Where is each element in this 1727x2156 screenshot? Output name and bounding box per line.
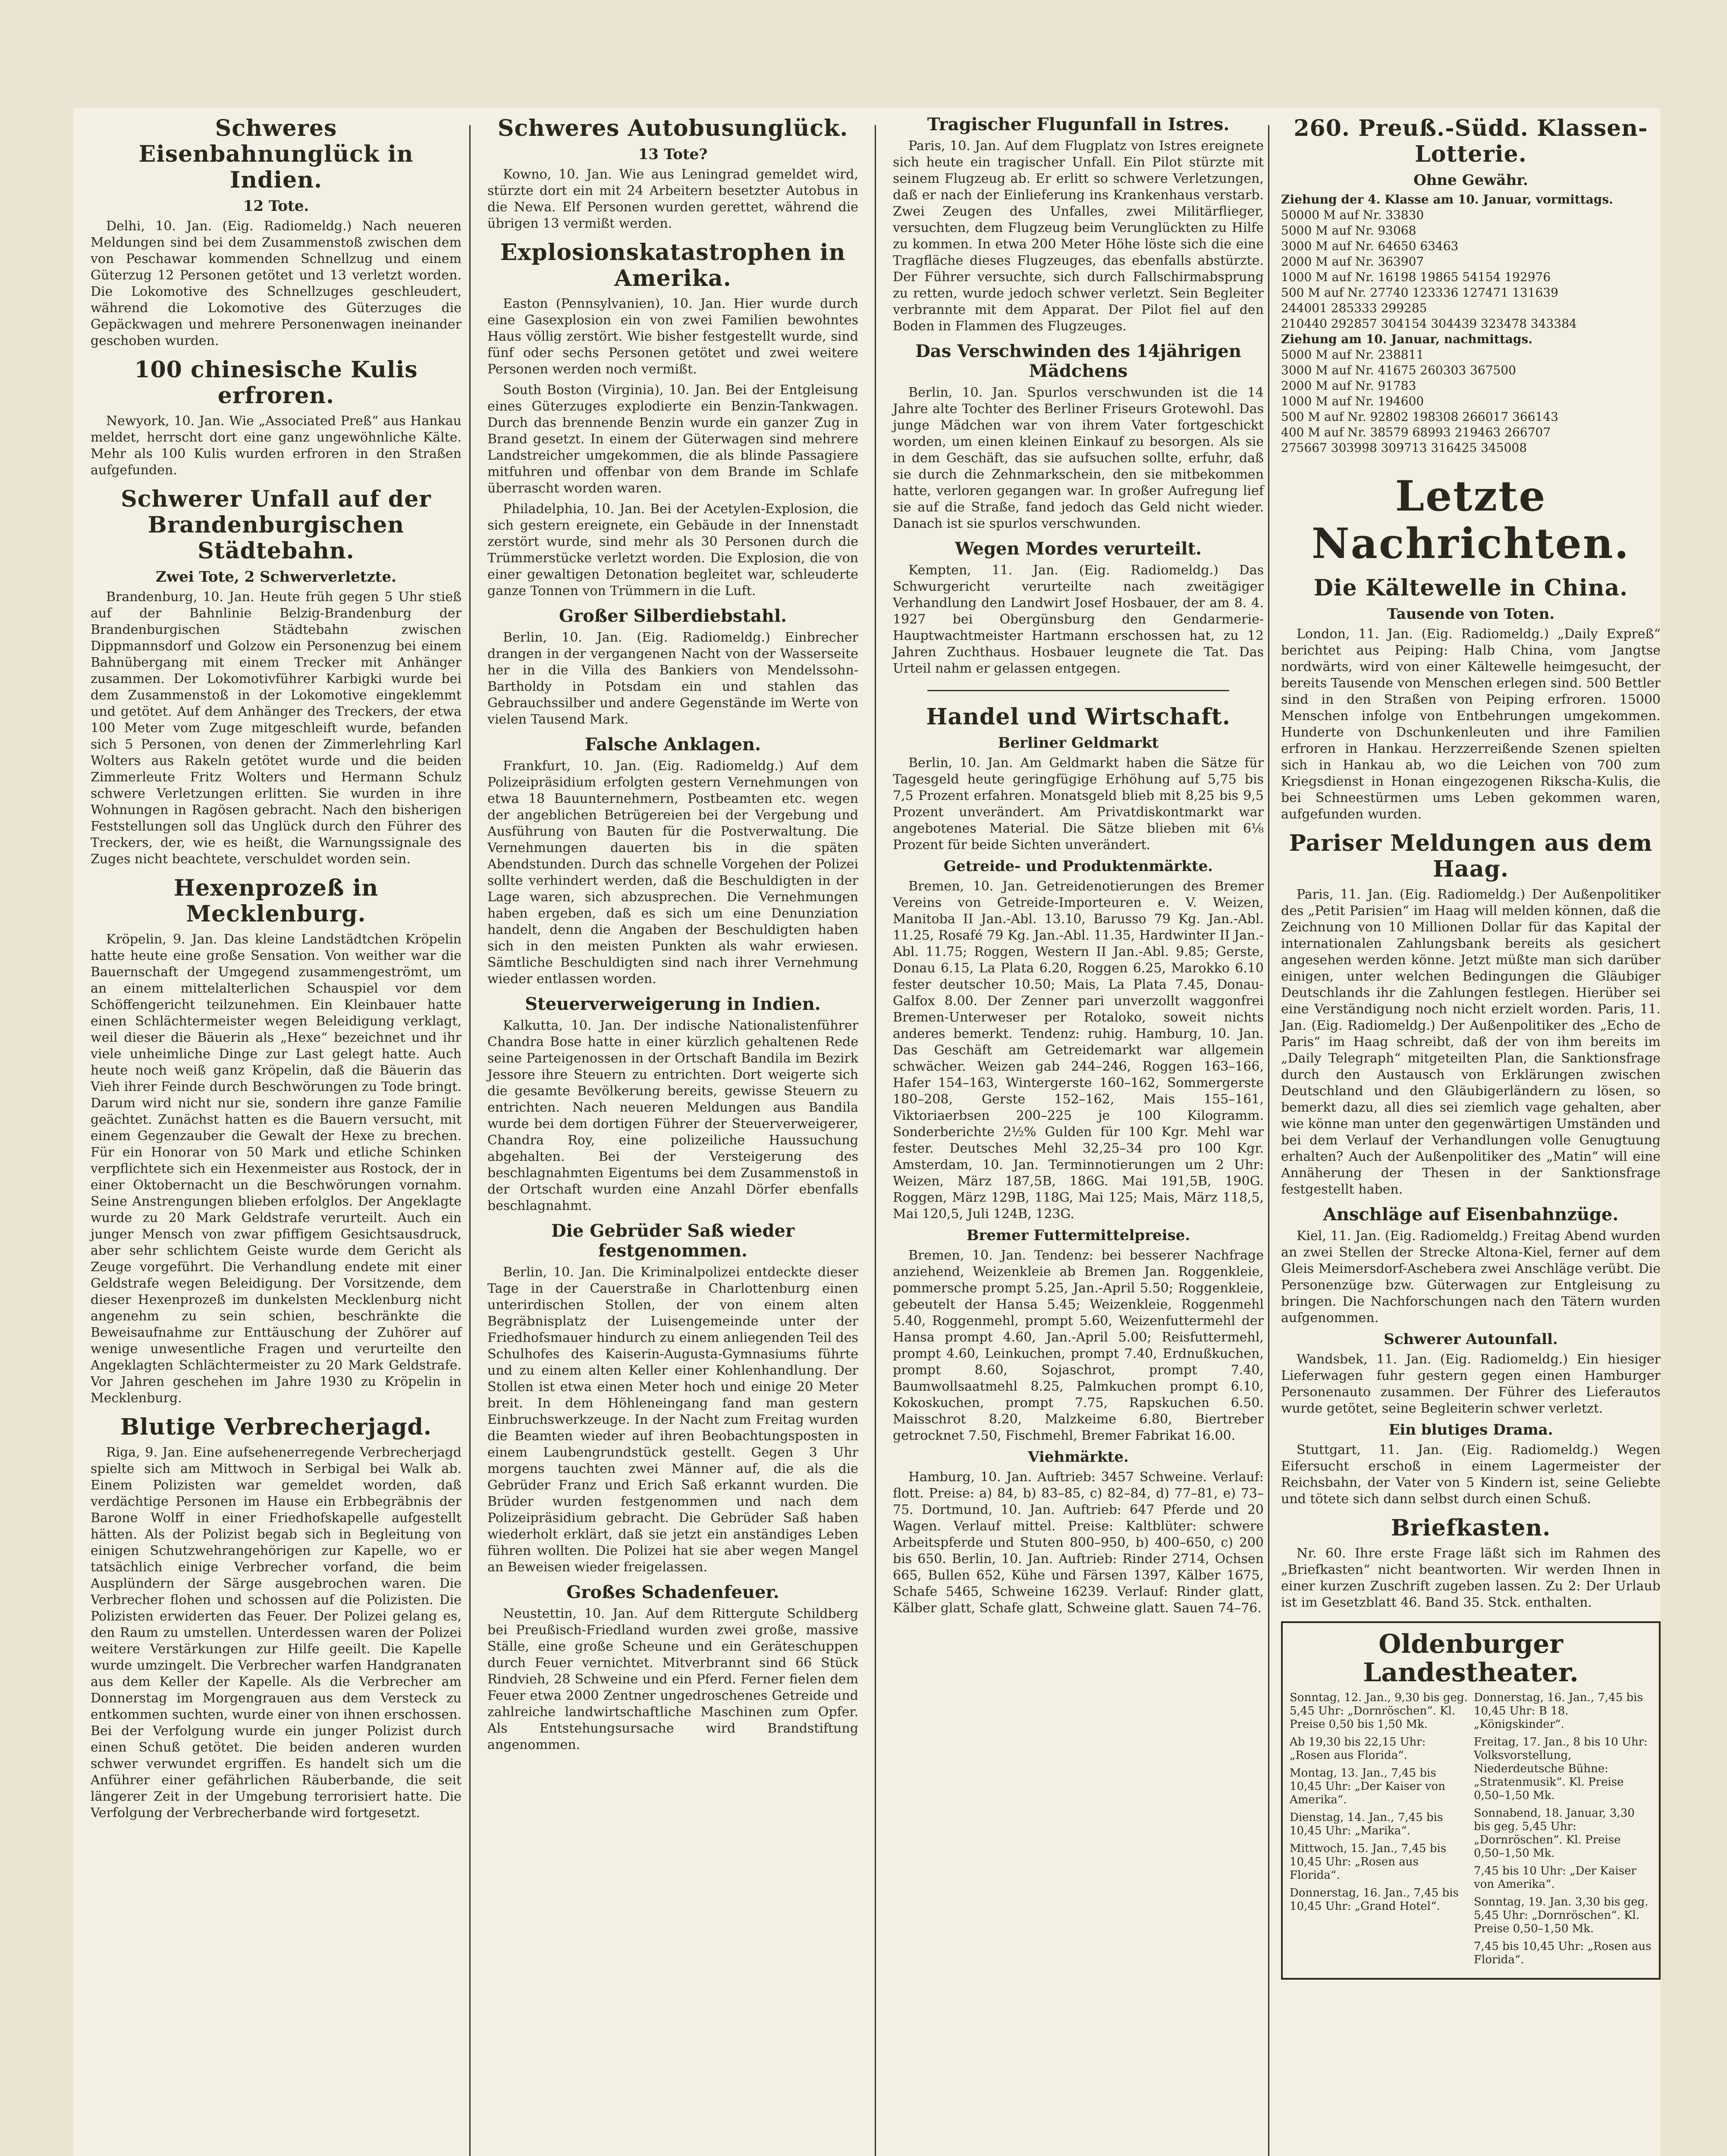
lottery-row: 500 M auf Nr. 27740 123336 127471 131639 xyxy=(1281,285,1558,300)
section-divider xyxy=(927,690,1229,691)
schedule-entry: Sonntag, 12. Jan., 9,30 bis geg. 5,45 Uhr: „Dornröschen“. Kl. Preise 0,50 bis 1,50 Mk. xyxy=(1290,1691,1468,1731)
lottery-row: 3000 M auf Nr. 64650 63463 xyxy=(1281,239,1459,253)
article-text: Paris, 11. Jan. (Eig. Radiomeldg.) Der Außenpolitiker des „Petit Parisien“ im Haag will melden können, daß die Zeichnung von 10 Millionen Dollar für das Kapital der internationalen Zahlungsbank bereits als gesichert angesehen werden könne. Jetzt müßte man sich darüber einigen, unter welchen Bedingungen die Gläubiger Deutschlands ihr die Zahlungen festlegen. Hierüber sei eine Verständigung noch nicht erzielt worden. Paris, 11. Jan. (Eig. Radiomeldg.) Der Außenpolitiker des „Echo de Paris“ im Haag schreibt, daß der von ihm bereits im „Daily Telegraph“ mitgeteilten Plan, die Sanktionsfrage durch den Austausch von Erklärungen zwischen Deutschland und den Gläubigerländern zu lösen, so bemerkt dazu, all dies sei ziemlich vage gehalten, aber wie könne man unter den gegenwärtigen Umständen und bei dem Verlauf der Verhandlungen volle Genugtuung erhalten? Auch der Außenpolitiker des „Matin“ will eine Annäherung der Thesen in der Sanktionsfrage festgestellt haben. xyxy=(1281,887,1661,1197)
subheadline: Tausende von Toten. xyxy=(1387,605,1555,623)
lottery-row: 5000 M auf Nr. 93068 xyxy=(1281,223,1416,238)
lottery-heading: Ziehung der 4. Klasse am 10. Januar, vormittags. xyxy=(1281,192,1613,207)
lottery-row: 500 M auf Nr. 92802 198308 266017 366143 xyxy=(1281,410,1558,424)
headline: Pariser Meldungen aus dem Haag. xyxy=(1289,830,1653,882)
subheadline: Berliner Geldmarkt xyxy=(998,734,1159,752)
lottery-row: 5000 M auf Nr. 238811 xyxy=(1281,348,1424,362)
headline: Schwerer Autounfall. xyxy=(1384,1331,1558,1348)
headline: Schweres Eisenbahnunglück in Indien. xyxy=(138,115,414,193)
headline: Hexenprozeß in Mecklenburg. xyxy=(173,875,379,927)
article-text: Bremen, 10. Jan. Tendenz: bei besserer Nachfrage anziehend, Weizenkleie ab Bremen Jan. Roggenkleie, pommersche prompt 5.25, Jan.-April 5.50; Roggenkleie, gebeutelt der Hansa 5.45; Weizenkleie, Roggenmehl 5.40, Roggenmehl, prompt 5.60, Weizenfuttermehl der Hansa prompt 4.60, Jan.-April 5.00; Reisfuttermehl, prompt 4.60, Leinkuchen, prompt 7.40, Erdnußkuchen, prompt 8.60, Sojaschrot, prompt 7.40, Baumwollsaatmehl 8.25, Palmkuchen prompt 6.10, Kokoskuchen, prompt 7.75, Rapskuchen 6.50. Maisschrot 8.20, Malzkeime 6.80, Biertreber getrocknet 7.50, Fischmehl, Bremer Fabrikat 16.00. xyxy=(893,1248,1264,1443)
lottery-note: Ohne Gewähr. xyxy=(1413,172,1528,189)
column-2 xyxy=(487,108,858,1758)
lottery-row: 1000 M auf Nr. 194600 xyxy=(1281,394,1424,408)
article-text: Neustettin, 10. Jan. Auf dem Rittergute Schildberg bei Preußisch-Friedland wurden zwei große, massive Ställe, eine große Scheune und ein Geräteschuppen durch Feuer vernichtet. Mitverbrannt sind 66 Stück Rindvieh, 28 Schweine und ein Pferd. Ferner fielen dem Feuer etwa 2000 Zentner ungedroschenes Getreide und zahlreiche landwirtschaftliche Maschinen zum Opfer. Als Entstehungsursache wird Brandstiftung angenommen. xyxy=(487,1606,858,1752)
schedule-entry: 7,45 bis 10 Uhr: „Der Kaiser von Amerika“. xyxy=(1474,1865,1636,1891)
article-text: Kempten, 11. Jan. (Eig. Radiomeldg.) Das Schwurgericht verurteilte nach zweitägiger Verhandlung den Landwirt Josef Hosbauer, der am 8. 4. 1927 bei Obergünsburg den Gendarmerie-Hauptwachtmeister Hartmann erschossen hat, zu 12 Jahren Zuchthaus. Hosbauer leugnete die Tat. Das Urteil nahm er gelassen entgegen. xyxy=(893,563,1264,676)
headline: Schwerer Unfall auf der Brandenburgischen Städtebahn. xyxy=(121,486,431,564)
headline: Ein blutiges Drama. xyxy=(1388,1421,1553,1438)
schedule-entry: Freitag, 17. Jan., 8 bis 10 Uhr: Volksvorstellung, Niederdeutsche Bühne: „Stratenmusik“. Kl. Preise 0,50–1,50 Mk. xyxy=(1474,1736,1648,1802)
subheadline: 13 Tote? xyxy=(638,146,708,163)
schedule-entry: Donnerstag, 16. Jan., 7,45 bis 10,45 Uhr: B 18. „Königskinder“. xyxy=(1474,1691,1643,1731)
headline: Falsche Anklagen. xyxy=(584,734,761,755)
column-4 xyxy=(1281,108,1661,1980)
column-rule xyxy=(875,125,876,2156)
article-text: Stuttgart, 11. Jan. (Eig. Radiomeldg.) Wegen Eifersucht erschoß in einem Lagermeister der Reichsbahn, der Vater von 5 Kindern ist, seine Geliebte und tötete sich dann selbst durch einen Schuß. xyxy=(1281,1442,1661,1507)
lottery-row: 244001 285333 299285 xyxy=(1281,301,1427,315)
schedule-entry: Montag, 13. Jan., 7,45 bis 10,45 Uhr: „Der Kaiser von Amerika“. xyxy=(1290,1767,1445,1806)
lottery-results xyxy=(1281,172,1661,455)
newspaper-page xyxy=(73,108,1661,2156)
schedule-entry: Donnerstag, 16. Jan., 7,45 bis 10,45 Uhr: „Grand Hotel“. xyxy=(1290,1887,1459,1913)
theater-logo: Oldenburger Landestheater. xyxy=(1363,1629,1579,1688)
headline: Die Kältewelle in China. xyxy=(1313,575,1628,601)
subheadline: Getreide- und Produktenmärkte. xyxy=(943,858,1213,875)
headline: Wegen Mordes verurteilt. xyxy=(955,539,1202,559)
article-text: Kalkutta, 10. Jan. Der indische Nationalistenführer Chandra Bose hatte in einer kürzlich gehaltenen Rede seine Parteigenossen in der Ortschaft Bandila im Bezirk Jessore ihre Steuern zu entrichten. Dort weigerte sich die gesamte Bevölkerung bereits, gewisse Steuern zu entrichten. Nach neueren Meldungen aus Bandila wurde bei dem dortigen Führer der Steuerverweigerer, Chandra Roy, eine polizeiliche Haussuchung abgehalten. Bei der Versteigerung des beschlagnahmten Eigentums bei dem Zusammenstoß in der Ortschaft wurden eine Anzahl Dörfer ebenfalls beschlagnahmt. xyxy=(487,1018,858,1213)
subheadline: Zwei Tote, 2 Schwerverletzte. xyxy=(156,568,396,586)
column-rule xyxy=(1268,125,1269,2156)
column-3 xyxy=(893,108,1264,1621)
section-title: Handel und Wirtschaft. xyxy=(926,704,1231,730)
article-text: Wandsbek, 11. Jan. (Eig. Radiomeldg.) Ein hiesiger Lieferwagen fuhr gestern gegen einen Hamburger Personenauto zusammen. Der Führer des Lieferautos wurde getötet, seine Begleiterin schwer verletzt. xyxy=(1281,1352,1661,1416)
article-text: Riga, 9. Jan. Eine aufsehenerregende Verbrecherjagd spielte sich am Mittwoch in Serbigal bei Walk ab. Einem Polizisten war gemeldet worden, daß verdächtige Personen im Hause ein Erbbegräbnis der Barone Wolff in einer Friedhofskapelle aufgestellt hätten. Als der Polizist begab sich in Begleitung von einigen Schutzwehrangehörigen zur Kapelle, wo er tatsächlich einige Verbrecher vorfand, die beim Ausplündern der Särge ausgebrochen waren. Die Verbrecher flohen und schossen auf die Polizisten. Die Polizisten erwiderten das Feuer. Der Polizei gelang es, den Raum zu umstellen. Unterdessen waren der Polizei weitere Verstärkungen zur Hilfe geeilt. Die Kapelle wurde umzingelt. Die Verbrecher warfen Handgranaten aus dem Keller der Kapelle. Als die Verbrecher am Donnerstag im Morgengrauen aus dem Versteck zu entkommen suchten, wurde einer von ihnen erschossen. Bei der Verfolgung wurde ein junger Polizist durch einen Schuß getötet. Die beiden anderen wurden schwer verwundet ergriffen. Es handelt sich um die Anführer einer gefährlichen Räuberbande, die seit längerer Zeit in der Umgebung terrorisiert hatte. Die Verfolgung der Verbrecherbande wird fortgesetzt. xyxy=(91,1445,462,1821)
article-text: London, 11. Jan. (Eig. Radiomeldg.) „Daily Expreß“ berichtet aus Peiping: Halb China, vom Jangtse nordwärts, wird von einer Kältewelle heimgesucht, der bereits Tausende von Menschen erlegen sind. 500 Bettler sind in den Straßen von Peiping erfroren. 15000 Menschen infolge von Entbehrungen umgekommen. Hunderte von Dschunkenleuten und ihre Familien erfroren in Hankau. Herzzerreißende Szenen spielten sich in Hankau ab, wo die Leichen von 700 zum Kriegsdienst in Honan eingezogenen Rikscha-Kulis, die bei Schneestürmen ums Leben gekommen waren, aufgefunden wurden. xyxy=(1281,627,1661,822)
article-text: Brandenburg, 10. Jan. Heute früh gegen 5 Uhr stieß auf der Bahnlinie Belzig-Brandenburg der Brandenburgischen Städtebahn zwischen Dippmannsdorf und Golzow ein Personenzug bei einem Bahnübergang mit einem Trecker mit Anhänger zusammen. Der Lokomotivführer Karbigki wurde bei dem Zusammenstoß in der Lokomotive eingeklemmt und getötet. Auf dem Anhänger des Treckers, der etwa 100 Meter vom Zuge mitgeschleift wurde, befanden sich 5 Personen, von denen der Zimmerlehrling Karl Wolters aus Rakeln getötet wurde und die beiden Zimmerleute Fritz Wolters und Hermann Schulz schwere Verletzungen erlitten. Sie wurden in ihre Wohnungen in Ragösen gebracht. Nach den bisherigen Feststellungen soll das Unglück durch den Führer des Treckers, der, wie es heißt, die Warnungssignale des Zuges nicht beachtete, verschuldet worden sein. xyxy=(91,589,462,867)
article-text: Berlin, 10. Jan. Am Geldmarkt haben die Sätze für Tagesgeld heute geringfügige Erhöhung auf 5,75 bis 7,5 Prozent erfahren. Monatsgeld blieb mit 8,25 bis 9,5 Prozent unverändert. Am Privatdiskontmarkt war angebotenes Material. Die Sätze blieben mit 6⅛ Prozent für beide Sichten unverändert. xyxy=(893,755,1264,852)
schedule-entry: Dienstag, 14. Jan., 7,45 bis 10,45 Uhr: „Marika“. xyxy=(1290,1811,1443,1837)
column-rule xyxy=(469,125,471,2156)
article-text: Kowno, 10. Jan. Wie aus Leningrad gemeldet wird, stürzte dort ein mit 24 Arbeitern besetzter Autobus in die Newa. Elf Personen wurden gerettet, während die übrigen 13 vermißt werden. xyxy=(487,167,858,231)
article-text: Kiel, 11. Jan. (Eig. Radiomeldg.) Freitag Abend wurden an zwei Stellen der Strecke Altona-Kiel, ferner auf dem Gleis Meimersdorf-Aschebera zwei Anschläge verübt. Die Personenzüge bzw. Güterwagen zur Entgleisung zu bringen. Die Nachforschungen nach den Tätern wurden aufgenommen. xyxy=(1281,1228,1661,1326)
headline: Schweres Autobusunglück. xyxy=(497,115,848,141)
theater-schedule-left xyxy=(1290,1691,1468,1971)
article-text: Easton (Pennsylvanien), 10. Jan. Hier wurde durch eine Gasexplosion ein von zwei Familien bewohntes Haus völlig zerstört. Wie bisher festgestellt wurde, sind fünf oder sechs Personen getötet und zwei weitere Personen werden noch vermißt. xyxy=(487,296,858,377)
schedule-entry: Sonnabend, 18. Januar, 3,30 bis geg. 5,45 Uhr: „Dornröschen“. Kl. Preise 0,50–1,50 Mk. xyxy=(1474,1807,1635,1860)
lottery-heading: Ziehung am 10. Januar, nachmittags. xyxy=(1281,332,1532,346)
lottery-row: 400 M auf Nr. 38579 68993 219463 266707 xyxy=(1281,425,1551,439)
lottery-row: 210440 292857 304154 304439 323478 343384 xyxy=(1281,317,1577,331)
theater-advertisement xyxy=(1281,1621,1661,1980)
headline: Explosionskatastrophen in Amerika. xyxy=(500,239,846,291)
headline: Das Verschwinden des 14jährigen Mädchens xyxy=(915,341,1241,381)
section-title-latest-news: Letzte Nachrichten. xyxy=(1311,472,1630,568)
subheadline: 12 Tote. xyxy=(243,197,309,215)
schedule-entry: Sonntag, 19. Jan. 3,30 bis geg. 5,45 Uhr: „Dornröschen“. Kl. Preise 0,50–1,50 Mk. xyxy=(1474,1896,1648,1935)
headline: Großer Silberdiebstahl. xyxy=(559,606,787,626)
lottery-row: 50000 M auf Nr. 33830 xyxy=(1281,208,1424,222)
lottery-title: 260. Preuß.-Südd. Klassen-Lotterie. xyxy=(1294,115,1648,167)
article-text: Paris, 10. Jan. Auf dem Flugplatz von Istres ereignete sich heute ein tragischer Unfall. Ein Pilot stürzte mit seinem Flugzeug ab. Er erlitt so schwere Verletzungen, daß er nach der Einlieferung ins Krankenhaus verstarb. Zwei Zeugen des Unfalles, zwei Militärflieger, versuchten, dem Flugzeug beim Verunglückten zu Hilfe zu kommen. In etwa 200 Meter Höhe löste sich die eine Tragfläche dieses Flugzeuges, das ebenfalls abstürzte. Der Führer versuchte, sich durch Fallschirmabsprung zu retten, wurde jedoch schwer verletzt. Sein Begleiter verbrannte mit dem Apparat. Der Pilot fiel auf den Boden in Flammen des Flugzeuges. xyxy=(893,138,1264,334)
lottery-row: 2000 M auf Nr. 363907 xyxy=(1281,254,1424,269)
article-text: Delhi, 10. Jan. (Eig. Radiomeldg.) Nach neueren Meldungen sind bei dem Zusammenstoß zwischen dem von Peschawar kommenden Schnellzug und einem Güterzug 12 Personen getötet und 13 verletzt worden. Die Lokomotive des Schnellzuges geschleudert, während die Lokomotive des Güterzuges die Gepäckwagen und mehrere Personenwagen ineinander geschoben wurden. xyxy=(91,219,462,348)
article-text: Berlin, 10. Jan. Spurlos verschwunden ist die 14 Jahre alte Tochter des Berliner Friseurs Grotewohl. Das junge Mädchen war von ihrem Vater fortgeschickt worden, um einen kleinen Einkauf zu besorgen. Als sie in dem Geschäft, das sie aufsuchen sollte, erfuhr, daß sie durch die Zehnmarkschein, den sie mitbekommen hatte, verloren gegangen war. In großer Aufregung lief sie auf die Straße, fand jedoch das Geld nicht wieder. Danach ist sie spurlos verschwunden. xyxy=(893,385,1264,531)
headline: Anschläge auf Eisenbahnzüge. xyxy=(1323,1204,1619,1225)
headline: Die Gebrüder Saß wieder festgenommen. xyxy=(551,1221,795,1261)
article-text: Bremen, 10. Jan. Getreidenotierungen des Bremer Vereins von Getreide-Importeuren e. V. Weizen, Manitoba II Jan.-Abl. 13.10, Barusso 79 Kg. Jan.-Abl. 11.25, Rosafé 79 Kg. Jan.-Abl. 11.35, Hardwinter II Jan.-Abl. 11.75; Roggen, Western II Jan.-Abl. 9.85; Gerste, Donau 6.15, La Plata 6.20, Roggen 6.25, Marokko 6.10 fester deutscher 10.50; Mais, La Plata 7.45, Donau-Galfox 8.00. Der Zenner pari unverzollt waggonfrei Bremen-Unterweser per Rotaloko, soweit nichts anderes bemerkt. Tendenz: ruhig. Hamburg, 10. Jan. Das Geschäft am Getreidemarkt war allgemein schwächer. Weizen gab 244–246, Roggen 163–166, Hafer 154–163, Wintergerste 160–162, Sommergerste 180–208, Gerste 152–162, Mais 155–161, Viktoriaerbsen 200–225 je 100 Kilogramm. Sonderberichte 2½% Gulden für 100 Kgr. Mehl war fester. Deutsches Mehl 32,25–34 pro 100 Kgr. Amsterdam, 10. Jan. Terminnotierungen um 2 Uhr: Weizen, März 187,5B, 186G. Mai 191,5B, 190G. Roggen, März 129B, 118G, Mai 125; Mais, März 118,5, Mai 120,5, Juli 124B, 123G. xyxy=(893,879,1264,1222)
lottery-row: 3000 M auf Nr. 41675 260303 367500 xyxy=(1281,363,1516,377)
column-1 xyxy=(91,108,462,1826)
article-text: Frankfurt, 10. Jan. (Eig. Radiomeldg.) Auf dem Polizeipräsidium erfolgten gestern Vernehmungen von etwa 18 Bauunternehmern, Postbeamten etc. wegen der angeblichen Betrügereien bei der Vergebung und Ausführung von Bauten für die Postverwaltung. Die Vernehmungen dauerten bis in die späten Abendstunden. Durch das schnelle Vorgehen der Polizei sollte verhindert werden, daß die Beschuldigten in der Lage waren, sich abzusprechen. Die Vernehmungen haben ergeben, daß es sich um eine Denunziation handelt, denn die Angaben der Beschuldigten haben sich in den meisten Punkten als wahr erwiesen. Sämtliche Beschuldigten sind nach ihrer Vernehmung wieder entlassen worden. xyxy=(487,758,858,987)
lottery-row: 2000 M auf Nr. 91783 xyxy=(1281,379,1416,393)
theater-schedule-right xyxy=(1474,1691,1652,1971)
article-text: Newyork, 10. Jan. Wie „Associated Preß“ aus Hankau meldet, herrscht dort eine ganz ungewöhnliche Kälte. Mehr als 100 Kulis wurden erfroren in den Straßen aufgefunden. xyxy=(91,414,462,478)
lottery-row: 275667 303998 309713 316425 345008 xyxy=(1281,441,1527,455)
schedule-entry: 7,45 bis 10,45 Uhr: „Rosen aus Florida“. xyxy=(1474,1940,1652,1966)
headline: 100 chinesische Kulis erfroren. xyxy=(134,357,418,409)
headline: Großes Schadenfeuer. xyxy=(566,1582,779,1602)
article-text: Nr. 60. Ihre erste Frage läßt sich im Rahmen des „Briefkasten“ nicht beantworten. Wir werden Ihnen in einer kurzen Zuschrift zugeben lassen. Zu 2: Der Urlaub ist im Gesetzblatt 46. Band 35. Stck. enthalten. xyxy=(1281,1546,1661,1610)
section-title-mailbox: Briefkasten. xyxy=(1391,1515,1551,1541)
headline: Tragischer Flugunfall in Istres. xyxy=(927,114,1230,135)
article-text: Philadelphia, 10. Jan. Bei der Acetylen-Explosion, die sich gestern ereignete, ein Gebäude in der Innenstadt zerstört wurde, sind mehr als 30 Personen durch die Trümmerstücke verletzt worden. Die Explosion, die von einer gewaltigen Detonation begleitet war, schleuderte ganze Tonnen von Trümmern in die Luft. xyxy=(487,501,858,599)
subheadline: Bremer Futtermittelpreise. xyxy=(966,1227,1190,1244)
lottery-row: 1000 M auf Nr. 16198 19865 54154 192976 xyxy=(1281,270,1551,284)
article-text: Hamburg, 10. Jan. Auftrieb: 3457 Schweine. Verlauf: flott. Preise: a) 84, b) 83–85, c) 82–84, d) 77–81, e) 73–75. Dortmund, 10. Jan. Auftrieb: 647 Pferde und 20 Wagen. Verlauf mittel. Preise: Kaltblüter: schwere Arbeitspferde und Stuten 800–950, b) 400–650, c) 200 bis 650. Berlin, 10. Jan. Auftrieb: Rinder 2714, Ochsen 665, Bullen 652, Kühe und Färsen 1397, Kälber 1675, Schafe 5465, Schweine 16239. Verlauf: Rinder glatt, Kälber glatt, Schafe glatt, Schweine glatt. Sauen 74–76. xyxy=(893,1470,1264,1616)
schedule-entry: Ab 19,30 bis 22,15 Uhr: „Rosen aus Florida“. xyxy=(1290,1736,1426,1762)
article-text: Berlin, 10. Jan. (Eig. Radiomeldg.) Einbrecher drangen in der vergangenen Nacht von der Wasserseite her in die Villa des Bankiers von Mendelssohn-Bartholdy in Potsdam ein und stahlen das Gebrauchssilber und andere Gegenstände im Werte von vielen Tausend Mark. xyxy=(487,630,858,727)
subheadline: Viehmärkte. xyxy=(1028,1448,1129,1466)
schedule-entry: Mittwoch, 15. Jan., 7,45 bis 10,45 Uhr: „Rosen aus Florida“. xyxy=(1290,1842,1447,1882)
article-text: Berlin, 10. Jan. Die Kriminalpolizei entdeckte dieser Tage in der Cauerstraße in Charlottenburg einen unterirdischen Stollen, der von einem alten Begräbnisplatz der Luisengemeinde unter der Friedhofsmauer hindurch zu einem anliegenden Teil des Schulhofes des Kaiserin-Augusta-Gymnasiums führte und zu einem alten Keller einer Kohlenhandlung. Der Stollen ist etwa einen Meter hoch und einige 20 Meter breit. In dem Höhleneingang fand man gestern Einbruchswerkzeuge. In der Nacht zum Freitag wurden die Beamten wieder auf ihren Beobachtungsposten in einem Laubengrundstück gestellt. Gegen 3 Uhr morgens tauchten zwei Männer auf, die als die Gebrüder Franz und Erich Saß erkannt wurden. Die Brüder wurden festgenommen und nach dem Polizeipräsidium gebracht. Die Gebrüder Saß haben wiederholt erklärt, daß sie jetzt ein anständiges Leben führen wollten. Die Polizei hat sie aber wegen Mangel an Beweisen wieder freigelassen. xyxy=(487,1265,858,1575)
article-text: Kröpelin, 9. Jan. Das kleine Landstädtchen Kröpelin hatte heute eine große Sensation. Von weither war die Bauernschaft der Umgegend zusammengeströmt, um an einem mittelalterlichen Schauspiel vor dem Schöffengericht teilzunehmen. Ein Kleinbauer hatte einen Schlächtermeister wegen Beleidigung verklagt, weil dieser die Bäuerin als „Hexe“ bezeichnet und ihr viele unheimliche Dinge zur Last gelegt hatte. Auch heute noch weiß ganz Kröpelin, daß die Bäuerin das Vieh ihrer Feinde durch Beschwörungen zu Tode bringt. Darum wird nicht nur sie, sondern ihre ganze Familie geächtet. Zunächst hatten es die Bauern versucht, mit einem Gegenzauber die Gewalt der Hexe zu brechen. Für ein Honorar von 50 Mark und etliche Schinken verpflichtete sich ein Hexenmeister aus Rostock, der in einer Oktobernacht un die Beschwörungen vornahm. Seine Anstrengungen blieben erfolglos. Der Angeklagte wurde zu 20 Mark Geldstrafe verurteilt. Auch ein junger Mensch von zwar pfiffigem Gesichtsausdruck, aber sehr schlichtem Geiste wurde dem Gericht als Zeuge vorgeführt. Die Verhandlung endete mit einer Geldstrafe wegen Beleidigung. Der Vorsitzende, dem dieser Hexenprozeß im dunkelsten Mecklenburg nicht angenehm zu sein schien, beschränkte die Beweisaufnahme zur Enttäuschung der Zuhörer auf wenige unwesentliche Fragen und verurteilte den Angeklagten Schlächtermeister zu 20 Mark Geldstrafe. Vor Jahren geschehen im Jahre 1930 zu Kröpelin in Mecklenburg. xyxy=(91,932,462,1406)
headline: Steuerverweigerung in Indien. xyxy=(525,994,821,1014)
article-text: South Boston (Virginia), 10. Jan. Bei der Entgleisung eines Güterzuges explodierte ein Benzin-Tankwagen. Durch das brennende Benzin wurde ein ganzer Zug in Brand gesetzt. In einem der Güterwagen sind mehrere Landstreicher umgekommen, die als blinde Passagiere mitfuhren und offenbar von dem Brande im Schlafe überrascht worden waren. xyxy=(487,382,858,496)
headline: Blutige Verbrecherjagd. xyxy=(120,1414,432,1440)
